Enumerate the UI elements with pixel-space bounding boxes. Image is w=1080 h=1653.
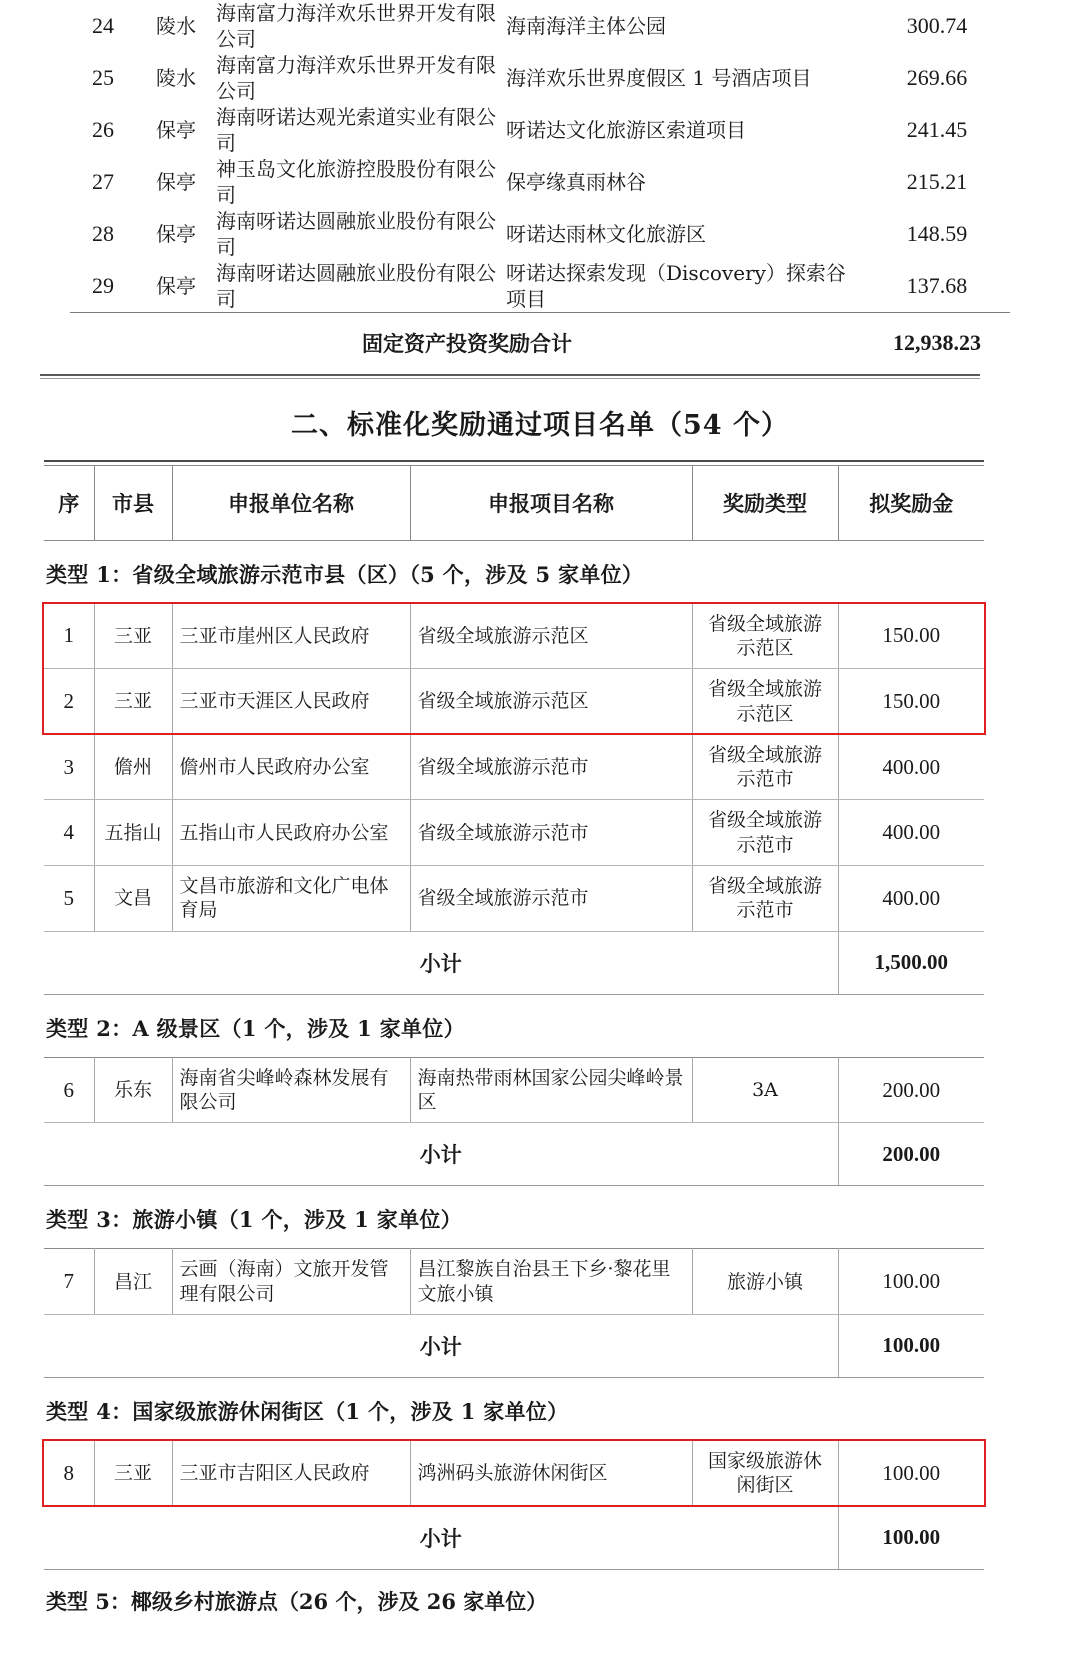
row-sequence: 4 (44, 800, 94, 866)
category-heading-row (44, 1377, 984, 1440)
table-row (70, 260, 1010, 313)
row-sequence: 26 (92, 116, 114, 142)
row-city: 陵水 (156, 14, 196, 38)
subtotal-row (44, 1123, 984, 1186)
row-sequence: 3 (44, 734, 94, 800)
total-row (70, 313, 1010, 374)
table-row (70, 0, 1010, 52)
row-city: 三亚 (94, 603, 172, 669)
column-header-project-name: 申报项目名称 (410, 465, 692, 540)
row-amount: 400.00 (838, 734, 984, 800)
row-city: 文昌 (94, 866, 172, 932)
row-award-type: 旅游小镇 (692, 1249, 838, 1315)
subtotal-amount: 1,500.00 (838, 931, 984, 994)
row-award-type: 省级全域旅游示范区 (692, 603, 838, 669)
table-row (70, 104, 1010, 156)
row-city: 保亭 (156, 118, 196, 142)
subtotal-label: 小计 (44, 1506, 838, 1569)
row-project-name: 省级全域旅游示范市 (410, 800, 692, 866)
row-sequence: 24 (92, 12, 114, 38)
section-title: 二、标准化奖励通过项目名单（54 个） (291, 409, 789, 441)
table-bottom-rule-secondary (40, 378, 980, 379)
subtotal-row (44, 1506, 984, 1569)
row-unit-name: 海南省尖峰岭森林发展有限公司 (172, 1057, 410, 1123)
row-sequence: 25 (92, 64, 114, 90)
table-row (44, 1440, 984, 1506)
row-amount: 215.21 (906, 168, 968, 194)
table-header-row (44, 465, 984, 540)
category-heading-4: 类型 4：国家级旅游休闲街区（1 个，涉及 1 家单位） (46, 1398, 569, 1424)
category-heading-2: 类型 2：A 级景区（1 个，涉及 1 家单位） (46, 1015, 465, 1041)
column-header-award-type: 奖励类型 (692, 465, 838, 540)
subtotal-row (44, 1314, 984, 1377)
total-amount: 12,938.23 (864, 313, 1010, 374)
row-unit-name: 海南富力海洋欢乐世界开发有限公司 (216, 53, 496, 103)
row-city: 昌江 (94, 1249, 172, 1315)
table-row (70, 156, 1010, 208)
table-row (44, 603, 984, 669)
column-header-sequence: 序 (44, 465, 94, 540)
row-amount: 148.59 (906, 220, 968, 246)
row-amount: 150.00 (838, 669, 984, 735)
row-city: 三亚 (94, 1440, 172, 1506)
row-unit-name: 文昌市旅游和文化广电体育局 (172, 866, 410, 932)
row-project-name: 鸿洲码头旅游休闲街区 (410, 1440, 692, 1506)
row-city: 儋州 (94, 734, 172, 800)
category-heading-row (44, 994, 984, 1057)
standardization-awards-table (44, 460, 984, 1570)
row-project-name: 呀诺达探索发现（Discovery）探索谷项目 (506, 261, 846, 311)
total-label: 固定资产投资奖励合计 (70, 313, 864, 374)
row-award-type: 3A (692, 1057, 838, 1123)
row-project-name: 省级全域旅游示范区 (410, 603, 692, 669)
subtotal-label: 小计 (44, 1123, 838, 1186)
row-unit-name: 五指山市人民政府办公室 (172, 800, 410, 866)
column-header-award-amount: 拟奖励金 (838, 465, 984, 540)
table-row (44, 866, 984, 932)
table-bottom-rule (40, 374, 980, 376)
row-city: 保亭 (156, 222, 196, 246)
category-heading-5: 类型 5：椰级乡村旅游点（26 个，涉及 26 家单位） (46, 1588, 548, 1614)
category-heading-3: 类型 3：旅游小镇（1 个，涉及 1 家单位） (46, 1207, 462, 1233)
row-project-name: 海洋欢乐世界度假区 1 号酒店项目 (506, 66, 812, 90)
row-amount: 200.00 (838, 1057, 984, 1123)
row-sequence: 7 (44, 1249, 94, 1315)
row-project-name: 省级全域旅游示范区 (410, 669, 692, 735)
standardization-table-wrapper (44, 460, 984, 1570)
category-heading-row (44, 540, 984, 603)
row-unit-name: 海南呀诺达圆融旅业股份有限公司 (216, 261, 496, 311)
row-project-name: 省级全域旅游示范市 (410, 866, 692, 932)
table-row (44, 800, 984, 866)
row-amount: 300.74 (906, 12, 968, 38)
row-project-name: 呀诺达文化旅游区索道项目 (506, 118, 746, 142)
row-amount: 400.00 (838, 800, 984, 866)
column-header-unit-name: 申报单位名称 (172, 465, 410, 540)
row-unit-name: 三亚市吉阳区人民政府 (172, 1440, 410, 1506)
row-city: 保亭 (156, 170, 196, 194)
row-city: 三亚 (94, 669, 172, 735)
row-unit-name: 三亚市天涯区人民政府 (172, 669, 410, 735)
table-row (44, 1249, 984, 1315)
row-award-type: 省级全域旅游示范市 (692, 866, 838, 932)
row-unit-name: 儋州市人民政府办公室 (172, 734, 410, 800)
row-sequence: 6 (44, 1057, 94, 1123)
subtotal-amount: 100.00 (838, 1314, 984, 1377)
row-project-name: 省级全域旅游示范市 (410, 734, 692, 800)
row-sequence: 29 (92, 272, 114, 298)
row-amount: 100.00 (838, 1249, 984, 1315)
subtotal-amount: 100.00 (838, 1506, 984, 1569)
row-award-type: 省级全域旅游示范市 (692, 800, 838, 866)
category-heading-1: 类型 1：省级全域旅游示范市县（区）（5 个，涉及 5 家单位） (46, 561, 644, 587)
row-project-name: 昌江黎族自治县王下乡·黎花里文旅小镇 (410, 1249, 692, 1315)
table-row (70, 208, 1010, 260)
row-sequence: 27 (92, 168, 114, 194)
row-unit-name: 三亚市崖州区人民政府 (172, 603, 410, 669)
row-sequence: 8 (44, 1440, 94, 1506)
row-unit-name: 云画（海南）文旅开发管理有限公司 (172, 1249, 410, 1315)
row-unit-name: 海南富力海洋欢乐世界开发有限公司 (216, 1, 496, 51)
row-city: 保亭 (156, 274, 196, 298)
row-project-name: 保亭缘真雨林谷 (506, 170, 646, 194)
row-amount: 241.45 (906, 116, 968, 142)
row-unit-name: 海南呀诺达观光索道实业有限公司 (216, 105, 496, 155)
row-project-name: 海南热带雨林国家公园尖峰岭景区 (410, 1057, 692, 1123)
row-sequence: 28 (92, 220, 114, 246)
row-unit-name: 神玉岛文化旅游控股股份有限公司 (216, 157, 496, 207)
row-amount: 400.00 (838, 866, 984, 932)
row-award-type: 省级全域旅游示范区 (692, 669, 838, 735)
subtotal-amount: 200.00 (838, 1123, 984, 1186)
row-unit-name: 海南呀诺达圆融旅业股份有限公司 (216, 209, 496, 259)
row-city: 陵水 (156, 66, 196, 90)
row-amount: 269.66 (906, 64, 968, 90)
fixed-asset-investment-table (70, 0, 1010, 374)
row-project-name: 呀诺达雨林文化旅游区 (506, 222, 706, 246)
row-amount: 150.00 (838, 603, 984, 669)
row-sequence: 1 (44, 603, 94, 669)
category-heading-row (44, 1186, 984, 1249)
row-award-type: 省级全域旅游示范市 (692, 734, 838, 800)
row-award-type: 国家级旅游休闲街区 (692, 1440, 838, 1506)
table-row (44, 1057, 984, 1123)
row-sequence: 2 (44, 669, 94, 735)
subtotal-label: 小计 (44, 931, 838, 994)
row-city: 乐东 (94, 1057, 172, 1123)
row-amount: 100.00 (838, 1440, 984, 1506)
column-header-city: 市县 (94, 465, 172, 540)
row-sequence: 5 (44, 866, 94, 932)
row-city: 五指山 (94, 800, 172, 866)
row-project-name: 海南海洋主体公园 (506, 14, 666, 38)
subtotal-row (44, 931, 984, 994)
table-row (70, 52, 1010, 104)
row-amount: 137.68 (906, 272, 968, 298)
table-row (44, 734, 984, 800)
subtotal-label: 小计 (44, 1314, 838, 1377)
table-row (44, 669, 984, 735)
